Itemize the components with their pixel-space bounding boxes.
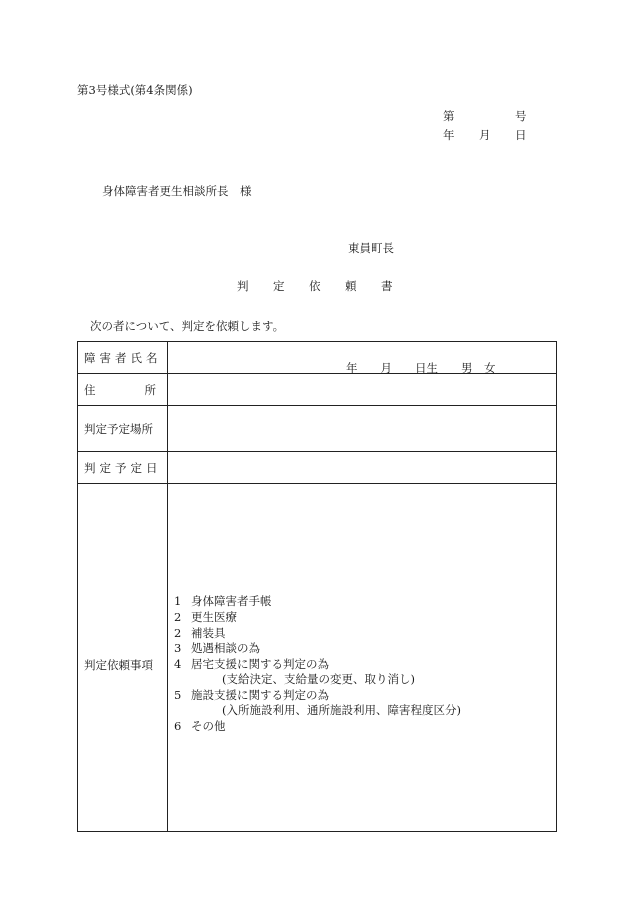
title-char: 書 [381,279,393,293]
date-label: 判定予定日 [78,452,168,484]
list-item: 2 補装具 [174,625,226,640]
name-field[interactable] [168,342,557,374]
place-label: 判定予定場所 [78,406,168,452]
list-item: 2 更生医療 [174,609,237,624]
address-field[interactable] [168,374,557,406]
items-row [78,484,557,832]
date-field[interactable] [168,452,557,484]
items-field [168,484,557,832]
document-date-line [443,130,527,142]
number-suffix: 号 [515,109,527,123]
birth-sex-text: 年 月 日生 男 女 [346,361,496,375]
date-row [78,452,557,484]
address-label: 住 所 [78,374,168,406]
place-row [78,406,557,452]
form-number: 第3号様式(第4条関係) [77,83,193,97]
list-item: 6 その他 [174,719,226,734]
date-month: 月 [479,128,491,142]
name-label: 障害者氏名 [78,342,168,374]
document-title [237,281,417,293]
addressee: 身体障害者更生相談所長 様 [102,184,252,198]
items-label: 判定依頼事項 [78,484,168,832]
request-form-table [77,341,557,832]
list-item: 3 処遇相談の為 [174,641,260,656]
request-items-list [168,580,556,734]
intro-text: 次の者について、判定を依頼します。 [90,319,285,333]
number-prefix: 第 [443,109,455,123]
address-row [78,374,557,406]
list-item: 5 施設支援に関する判定の為 [174,687,329,702]
list-item-note: (支給決定、支給量の変更、取り消し) [222,672,415,687]
title-char: 依 [309,279,321,293]
list-item: 4 居宅支援に関する判定の為 [174,656,329,671]
list-item-note: (入所施設利用、通所施設利用、障害程度区分) [222,703,461,718]
list-item: 1 身体障害者手帳 [174,594,272,609]
title-char: 頼 [345,279,357,293]
place-field[interactable] [168,406,557,452]
name-row [78,342,557,374]
sender: 東員町長 [348,241,394,255]
date-year: 年 [443,128,455,142]
document-number-line [443,111,527,123]
date-day: 日 [515,128,527,142]
title-char: 判 [237,279,249,293]
title-char: 定 [273,279,285,293]
